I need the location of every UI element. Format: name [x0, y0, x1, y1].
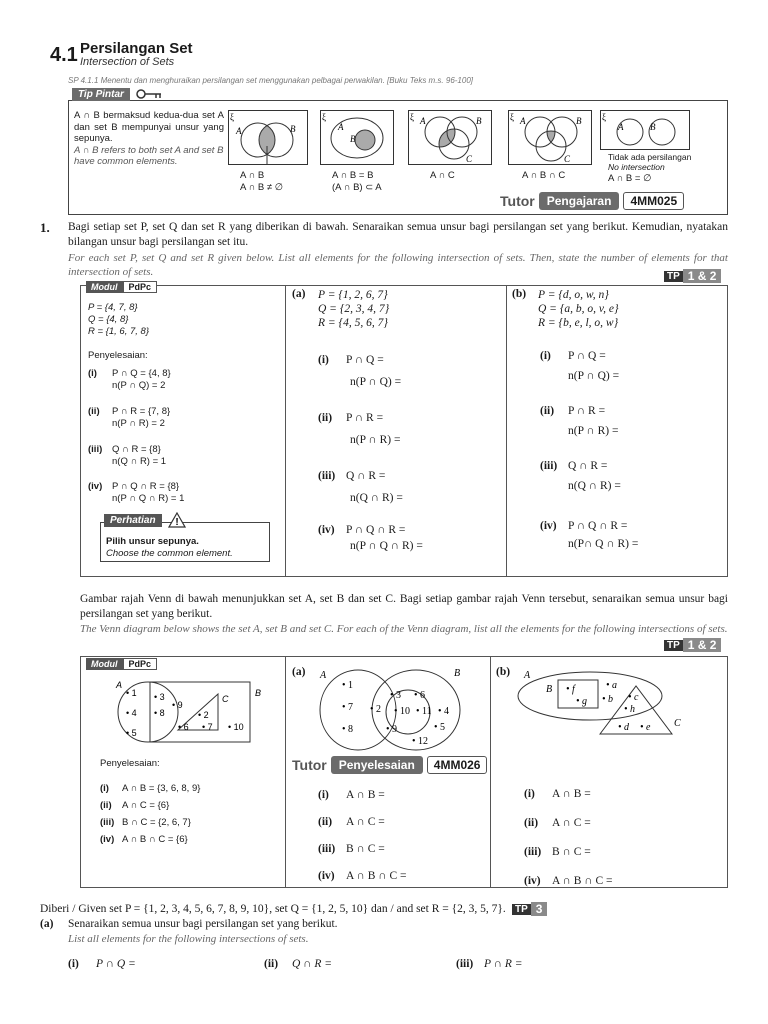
venn1-caption2: A ∩ B ≠ ∅	[240, 182, 284, 193]
row-prompt: Q ∩ R =	[292, 958, 333, 970]
row-count-prompt: n(P ∩ R) =	[350, 434, 401, 446]
row-number: (iv)	[318, 524, 335, 536]
q1a-label: (a)	[292, 288, 306, 300]
tip-text	[74, 110, 224, 168]
row-answer: Q ∩ R = {8}	[112, 444, 161, 455]
row-prompt: P ∩ Q =	[346, 354, 384, 366]
row-number: (i)	[524, 788, 535, 800]
row-count-prompt: n(Q ∩ R) =	[568, 480, 621, 492]
set-r: R = {b, e, l, o, w}	[538, 317, 619, 329]
row-number: (iii)	[88, 444, 103, 455]
row-prompt: A ∩ B =	[552, 788, 591, 800]
modul-tab-q1	[86, 281, 157, 293]
row-count-prompt: n(Q ∩ R) =	[350, 492, 403, 504]
modul-tab-q2	[86, 658, 157, 670]
example-set-q: Q = {4, 8}	[88, 314, 129, 325]
svg-text:• h: • h	[624, 704, 636, 715]
question-1-text-ms: Bagi setiap set P, set Q dan set R yang diberikan di bawah. Senaraikan semua unsur bagi persilangan set yang berikut. Kemudian, nyatakan bilangan unsur bagi persilangan set itu.	[68, 221, 728, 248]
svg-text:• b: • b	[602, 694, 614, 705]
row-number: (ii)	[88, 406, 100, 417]
row-number: (iii)	[540, 460, 558, 472]
tutor-code: 4MM026	[427, 756, 488, 774]
q1a-sets	[318, 288, 389, 330]
q1-example-iii	[88, 444, 166, 468]
svg-text:• 5: • 5	[126, 728, 137, 738]
set-p: P = {1, 2, 6, 7}	[318, 289, 388, 301]
row-answer: P ∩ Q ∩ R = {8}	[112, 481, 180, 492]
row-prompt: P ∩ R =	[346, 412, 384, 424]
row-prompt: P ∩ R =	[484, 958, 523, 970]
perhatian-note	[106, 536, 233, 560]
tutor-word: Tutor	[500, 193, 535, 209]
q2a-venn	[312, 664, 484, 754]
svg-text:• 1: • 1	[342, 680, 354, 691]
tutor-pill: Penyelesaian	[331, 756, 423, 774]
venn5-caption1: A ∩ B = ∅	[608, 173, 652, 184]
row-number: (i)	[68, 958, 79, 970]
svg-text:• 7: • 7	[202, 722, 213, 732]
set-q: Q = {2, 3, 4, 7}	[318, 303, 390, 315]
svg-text:B: B	[350, 134, 356, 144]
svg-text:B: B	[290, 124, 296, 134]
q2b-label: (b)	[496, 666, 511, 678]
row-number: (iv)	[88, 481, 103, 492]
section-number: 4.1	[50, 44, 78, 66]
row-prompt: P ∩ Q =	[568, 350, 606, 362]
svg-text:B: B	[454, 668, 461, 679]
question-3a-ms: Senaraikan semua unsur bagi persilangan set yang berikut.	[68, 918, 338, 930]
row-number: (i)	[88, 368, 97, 379]
q2-example-venn	[100, 678, 275, 748]
row-number: (ii)	[540, 405, 555, 417]
q1b-sets	[538, 288, 619, 330]
section-title: Persilangan Set	[80, 40, 193, 57]
q1a-iv[interactable]	[318, 524, 423, 552]
svg-text:A: A	[524, 670, 531, 681]
row-count-prompt: n(P ∩ Q) =	[568, 370, 620, 382]
pdpc-label: PdPc	[123, 658, 158, 670]
venn1-caption1: A ∩ B	[240, 170, 265, 181]
sp-reference: SP 4.1.1 Menentu dan menghuraikan persilangan set menggunakan pelbagai perwakilan. [Buku Teks m.s. 96-100]	[68, 76, 473, 85]
svg-text:• g: • g	[576, 696, 588, 707]
svg-text:ξ: ξ	[602, 112, 607, 122]
row-answer: A ∩ B ∩ C = {6}	[122, 834, 188, 845]
q1-penyelesaian: Penyelesaian:	[88, 350, 148, 361]
q1b-iii[interactable]	[540, 460, 621, 492]
svg-text:• f: • f	[566, 684, 575, 695]
svg-text:A: A	[116, 680, 123, 690]
row-count-prompt: n(P ∩ R) =	[568, 425, 619, 437]
question-3a-en: List all elements for the following intersections of sets.	[68, 933, 309, 945]
tp-level: 1 & 2	[683, 638, 722, 652]
row-count-prompt: n(P ∩ Q ∩ R) =	[350, 540, 423, 552]
example-set-p: P = {4, 7, 8}	[88, 302, 138, 313]
set-q: Q = {a, b, o, v, e}	[538, 303, 619, 315]
modul-label: Modul	[86, 658, 123, 670]
q1a-ii[interactable]	[318, 412, 400, 446]
venn-disjoint	[600, 110, 690, 150]
q1b-i[interactable]	[540, 350, 619, 382]
svg-text:• 10: • 10	[228, 722, 244, 732]
svg-text:• 4: • 4	[438, 706, 450, 717]
row-prompt: A ∩ B ∩ C =	[552, 875, 613, 887]
row-number: (i)	[318, 789, 329, 801]
svg-text:• 8: • 8	[342, 724, 354, 735]
venn-a-int-b-int-c	[508, 110, 592, 165]
venn-a-int-b	[228, 110, 308, 165]
q1b-iv[interactable]	[540, 520, 638, 550]
row-number: (iii)	[456, 958, 474, 970]
tp-label: TP	[512, 904, 531, 915]
tp-level: 1 & 2	[683, 269, 722, 283]
section-subtitle: Intersection of Sets	[80, 56, 175, 68]
svg-text:A: A	[236, 126, 242, 136]
row-count-prompt: n(P ∩ Q) =	[350, 376, 402, 388]
q1-example-ii	[88, 406, 170, 430]
svg-text:• 10: • 10	[394, 706, 411, 717]
q2-penyelesaian: Penyelesaian:	[100, 758, 160, 769]
row-prompt: A ∩ C =	[552, 817, 591, 829]
row-number: (iv)	[524, 875, 541, 887]
svg-text:A: A	[320, 670, 327, 681]
q3a-ii[interactable]	[264, 958, 332, 970]
row-number: (ii)	[318, 816, 333, 828]
set-r: R = {4, 5, 6, 7}	[318, 317, 388, 329]
row-number: (i)	[100, 783, 109, 794]
q2-divider-1	[285, 656, 286, 888]
venn4-caption: A ∩ B ∩ C	[522, 170, 566, 181]
svg-text:• a: • a	[606, 680, 618, 691]
row-number: (i)	[540, 350, 551, 362]
row-prompt: P ∩ Q ∩ R =	[568, 520, 628, 532]
row-prompt: A ∩ B =	[346, 789, 385, 801]
svg-text:• 3: • 3	[154, 692, 165, 702]
tp-badge-q2	[664, 638, 721, 652]
tp-label: TP	[664, 271, 683, 282]
row-number: (ii)	[524, 817, 539, 829]
tp-label: TP	[664, 640, 683, 651]
q3a-iii[interactable]	[456, 958, 523, 970]
row-number: (iii)	[318, 843, 336, 855]
q2-example-answers	[100, 780, 200, 848]
svg-text:B: B	[650, 122, 656, 132]
venn5-caption	[608, 152, 691, 184]
row-number: (iii)	[524, 846, 542, 858]
svg-text:• 4: • 4	[126, 708, 137, 718]
svg-text:• e: • e	[640, 722, 651, 733]
q1b-label: (b)	[512, 288, 527, 300]
row-number: (ii)	[318, 412, 333, 424]
modul-label: Modul	[86, 281, 123, 293]
venn3-caption: A ∩ C	[430, 170, 455, 181]
question-1-text-en: For each set P, set Q and set R given below. List all elements for the following intersection of sets. Then, state the number of elements for that intersection of sets.	[68, 252, 728, 278]
q2-divider-2	[490, 656, 491, 888]
tutor-badge-pengajaran[interactable]	[500, 192, 684, 210]
svg-text:• d: • d	[618, 722, 630, 733]
venn-b-subset-a	[320, 110, 394, 165]
row-count: n(Q ∩ R) = 1	[112, 456, 167, 467]
svg-text:A: A	[420, 116, 426, 126]
row-count: n(P ∩ Q) = 2	[112, 380, 166, 391]
svg-text:• 12: • 12	[412, 736, 429, 747]
tip-text-ms: A ∩ B bermaksud kedua-dua set A dan set B mempunyai unsur yang sepunya.	[74, 110, 224, 144]
svg-text:A: A	[338, 122, 344, 132]
pdpc-label: PdPc	[123, 281, 158, 293]
row-number: (iii)	[318, 470, 336, 482]
tip-tab	[72, 88, 130, 101]
row-count: n(P ∩ Q ∩ R) = 1	[112, 493, 185, 504]
row-answer: P ∩ Q = {4, 8}	[112, 368, 171, 379]
row-count: n(P ∩ R) = 2	[112, 418, 165, 429]
svg-text:A: A	[520, 116, 526, 126]
row-prompt: A ∩ C =	[346, 816, 385, 828]
svg-text:C: C	[466, 154, 473, 164]
svg-text:• 8: • 8	[154, 708, 165, 718]
q2b-venn	[510, 664, 690, 744]
row-prompt: Q ∩ R =	[346, 470, 386, 482]
row-prompt: B ∩ C =	[552, 846, 591, 858]
q1b-ii[interactable]	[540, 405, 618, 437]
row-prompt: P ∩ Q ∩ R =	[346, 524, 406, 536]
tutor-code: 4MM025	[623, 192, 684, 210]
question-3a-label: (a)	[40, 918, 54, 930]
svg-text:ξ: ξ	[322, 112, 327, 122]
question-2-text-en: The Venn diagram below shows the set A, set B and set C. For each of the Venn diagram, list all the elements for the following intersections of sets.	[80, 623, 728, 635]
svg-text:ξ: ξ	[410, 112, 415, 122]
perhatian-tab: Perhatian	[104, 514, 162, 527]
example-set-r: R = {1, 6, 7, 8}	[88, 326, 150, 337]
row-number: (iv)	[318, 870, 335, 882]
svg-text:• 6: • 6	[178, 722, 189, 732]
tip-tab-label: Tip Pintar	[78, 89, 124, 100]
svg-text:• 11: • 11	[416, 706, 432, 717]
svg-text:• 5: • 5	[434, 722, 446, 733]
row-prompt: P ∩ R =	[568, 405, 606, 417]
q3a-i[interactable]	[68, 958, 136, 970]
q1-divider-1	[285, 285, 286, 577]
tp-level: 3	[531, 902, 548, 916]
svg-text:• 3: • 3	[390, 690, 402, 701]
no-intersection-en: No intersection	[608, 162, 665, 172]
svg-text:• 2: • 2	[198, 710, 209, 720]
svg-text:• 1: • 1	[126, 688, 137, 698]
venn-a-int-c	[408, 110, 492, 165]
svg-text:• 7: • 7	[342, 702, 354, 713]
svg-text:C: C	[674, 718, 681, 729]
row-prompt: B ∩ C =	[346, 843, 385, 855]
svg-text:ξ: ξ	[230, 112, 235, 122]
svg-text:ξ: ξ	[510, 112, 515, 122]
tutor-word: Tutor	[292, 757, 327, 773]
row-number: (ii)	[100, 800, 112, 811]
tp-badge-q3	[512, 902, 547, 916]
q2b-prompts[interactable]	[524, 780, 612, 896]
svg-text:• 2: • 2	[370, 704, 382, 715]
svg-text:• 6: • 6	[414, 690, 426, 701]
tutor-pill: Pengajaran	[539, 192, 620, 210]
q1-example-iv	[88, 481, 184, 505]
row-number: (iv)	[540, 520, 557, 532]
row-answer: A ∩ C = {6}	[122, 800, 170, 811]
q1a-iii[interactable]	[318, 470, 403, 504]
q1-example-sets	[88, 302, 149, 338]
q1-divider-2	[506, 285, 507, 577]
row-number: (i)	[318, 354, 329, 366]
q1-example-i	[88, 368, 171, 392]
svg-text:• 9: • 9	[172, 700, 183, 710]
svg-text:• c: • c	[628, 692, 639, 703]
venn1-caption	[240, 170, 283, 194]
tutor-badge-penyelesaian[interactable]	[292, 756, 487, 774]
row-count-prompt: n(P∩ Q ∩ R) =	[568, 538, 639, 550]
q1a-i[interactable]	[318, 354, 401, 388]
svg-text:B: B	[255, 688, 262, 698]
row-answer: B ∩ C = {2, 6, 7}	[122, 817, 191, 828]
svg-text:C: C	[564, 154, 571, 164]
row-answer: A ∩ B = {3, 6, 8, 9}	[122, 783, 201, 794]
row-prompt: P ∩ Q =	[96, 958, 136, 970]
row-number: (iii)	[100, 817, 115, 828]
note-ms: Pilih unsur sepunya.	[106, 536, 199, 547]
note-en: Choose the common element.	[106, 548, 233, 559]
venn2-caption2: (A ∩ B) ⊂ A	[332, 182, 382, 193]
key-icon	[136, 88, 162, 100]
venn2-caption1: A ∩ B = B	[332, 170, 374, 181]
svg-text:B: B	[476, 116, 482, 126]
row-prompt: Q ∩ R =	[568, 460, 608, 472]
svg-text:!: !	[175, 517, 179, 528]
question-2-text-ms: Gambar rajah Venn di bawah menunjukkan set A, set B dan set C. Bagi setiap gambar rajah Venn tersebut, senaraikan semua unsur bagi persilangan set yang berikut.	[80, 593, 728, 620]
svg-text:A: A	[618, 122, 624, 132]
row-number: (ii)	[264, 958, 279, 970]
q2a-label: (a)	[292, 666, 306, 678]
question-1-number: 1.	[40, 220, 50, 235]
svg-text:C: C	[222, 694, 229, 704]
venn2-caption	[332, 170, 382, 194]
tip-text-en: A ∩ B refers to both set A and set B have common elements.	[74, 144, 224, 167]
svg-text:B: B	[546, 684, 553, 695]
svg-text:• 9: • 9	[386, 724, 398, 735]
row-answer: P ∩ R = {7, 8}	[112, 406, 171, 417]
set-p: P = {d, o, w, n}	[538, 289, 609, 301]
no-intersection-ms: Tidak ada persilangan	[608, 152, 692, 162]
row-prompt: A ∩ B ∩ C =	[346, 870, 407, 882]
row-number: (iv)	[100, 834, 115, 845]
tp-badge-q1	[664, 269, 721, 283]
q2a-prompts[interactable]	[318, 782, 406, 890]
svg-text:B: B	[576, 116, 582, 126]
question-3-given: Diberi / Given set P = {1, 2, 3, 4, 5, 6, 7, 8, 9, 10}, set Q = {1, 2, 5, 10} dan / and set R = {2, 3, 5, 7}.	[40, 903, 506, 915]
warning-icon	[168, 512, 186, 528]
